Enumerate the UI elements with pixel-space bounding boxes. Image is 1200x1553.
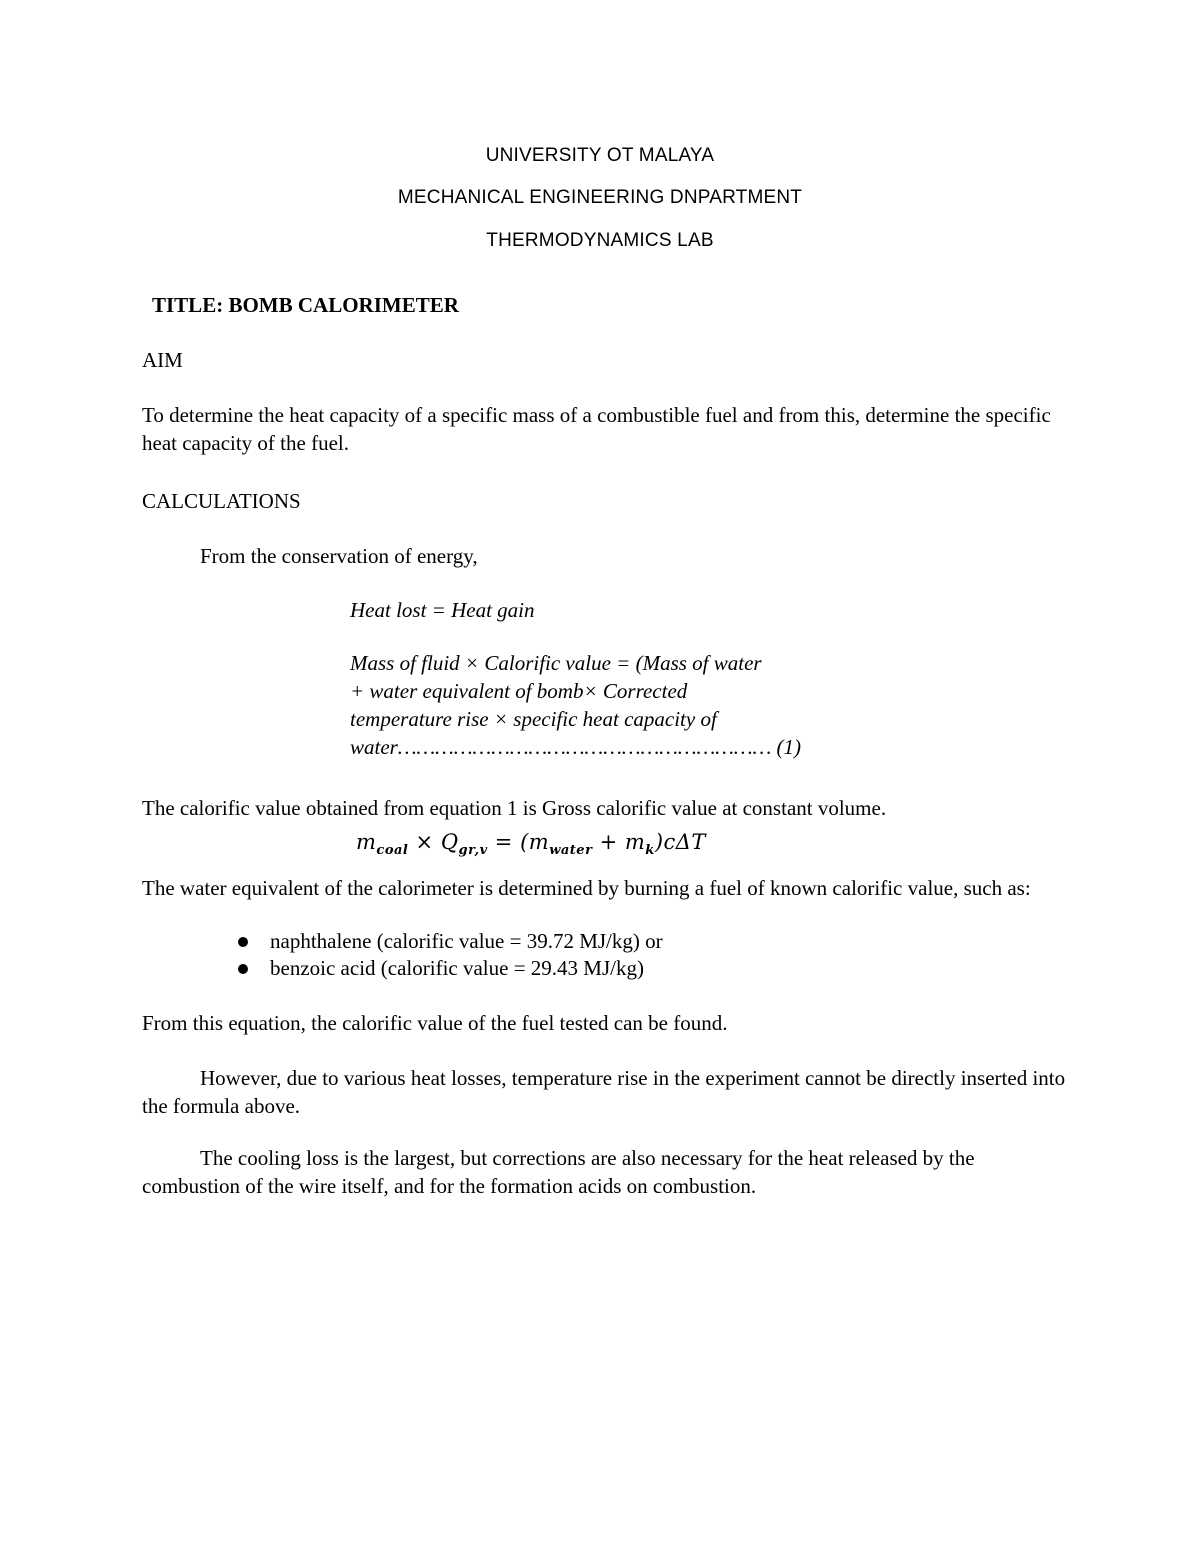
calculations-heading: CALCULATIONS xyxy=(142,489,301,513)
lab-name: THERMODYNAMICS LAB xyxy=(486,230,714,251)
energy-equation-line-4: water…………………………………………………… (1) xyxy=(350,735,802,759)
reference-fuel-list xyxy=(238,928,663,982)
energy-equation-line-1: Mass of fluid × Calorific value = (Mass of water xyxy=(350,651,762,675)
energy-equation-block xyxy=(350,649,830,761)
list-item xyxy=(238,928,663,955)
heat-losses-paragraph: However, due to various heat losses, temperature rise in the experiment cannot be directly inserted into the formula above. xyxy=(142,1066,1066,1118)
university-name: UNIVERSITY OT MALAYA xyxy=(485,145,715,166)
aim-text: To determine the heat capacity of a specific mass of a combustible fuel and from this, determine the specific heat capacity of the fuel. xyxy=(142,403,1051,455)
bullet-dot-icon xyxy=(238,964,248,974)
gross-calorific-note: The calorific value obtained from equation 1 is Gross calorific value at constant volume. xyxy=(142,796,887,820)
document-title: TITLE: BOMB CALORIMETER xyxy=(152,293,459,317)
conservation-intro: From the conservation of energy, xyxy=(200,544,478,568)
list-item xyxy=(238,955,663,982)
energy-equation-line-2: + water equivalent of bomb× Corrected xyxy=(350,679,688,703)
list-item-text: benzoic acid (calorific value = 29.43 MJ/kg) xyxy=(270,956,644,980)
department-name: MECHANICAL ENGINEERING DNPARTMENT xyxy=(397,187,803,208)
water-equivalent-text: The water equivalent of the calorimeter is determined by burning a fuel of known calorific value, such as: xyxy=(142,876,1031,900)
from-equation-text: From this equation, the calorific value of the fuel tested can be found. xyxy=(142,1011,728,1035)
aim-heading: AIM xyxy=(142,348,183,372)
heat-balance-equation: Heat lost = Heat gain xyxy=(350,598,535,622)
cooling-loss-paragraph: The cooling loss is the largest, but corrections are also necessary for the heat released by the combustion of the wire itself, and for the formation acids on combustion. xyxy=(142,1146,975,1198)
bullet-dot-icon xyxy=(238,937,248,947)
calorific-formula: $m_{coal} \times Q_{gr,v} = (m_{water} + m_k)c\Delta T$ xyxy=(356,830,706,859)
list-item-text: naphthalene (calorific value = 39.72 MJ/kg) or xyxy=(270,929,663,953)
energy-equation-line-3: temperature rise × specific heat capacity of xyxy=(350,707,717,731)
